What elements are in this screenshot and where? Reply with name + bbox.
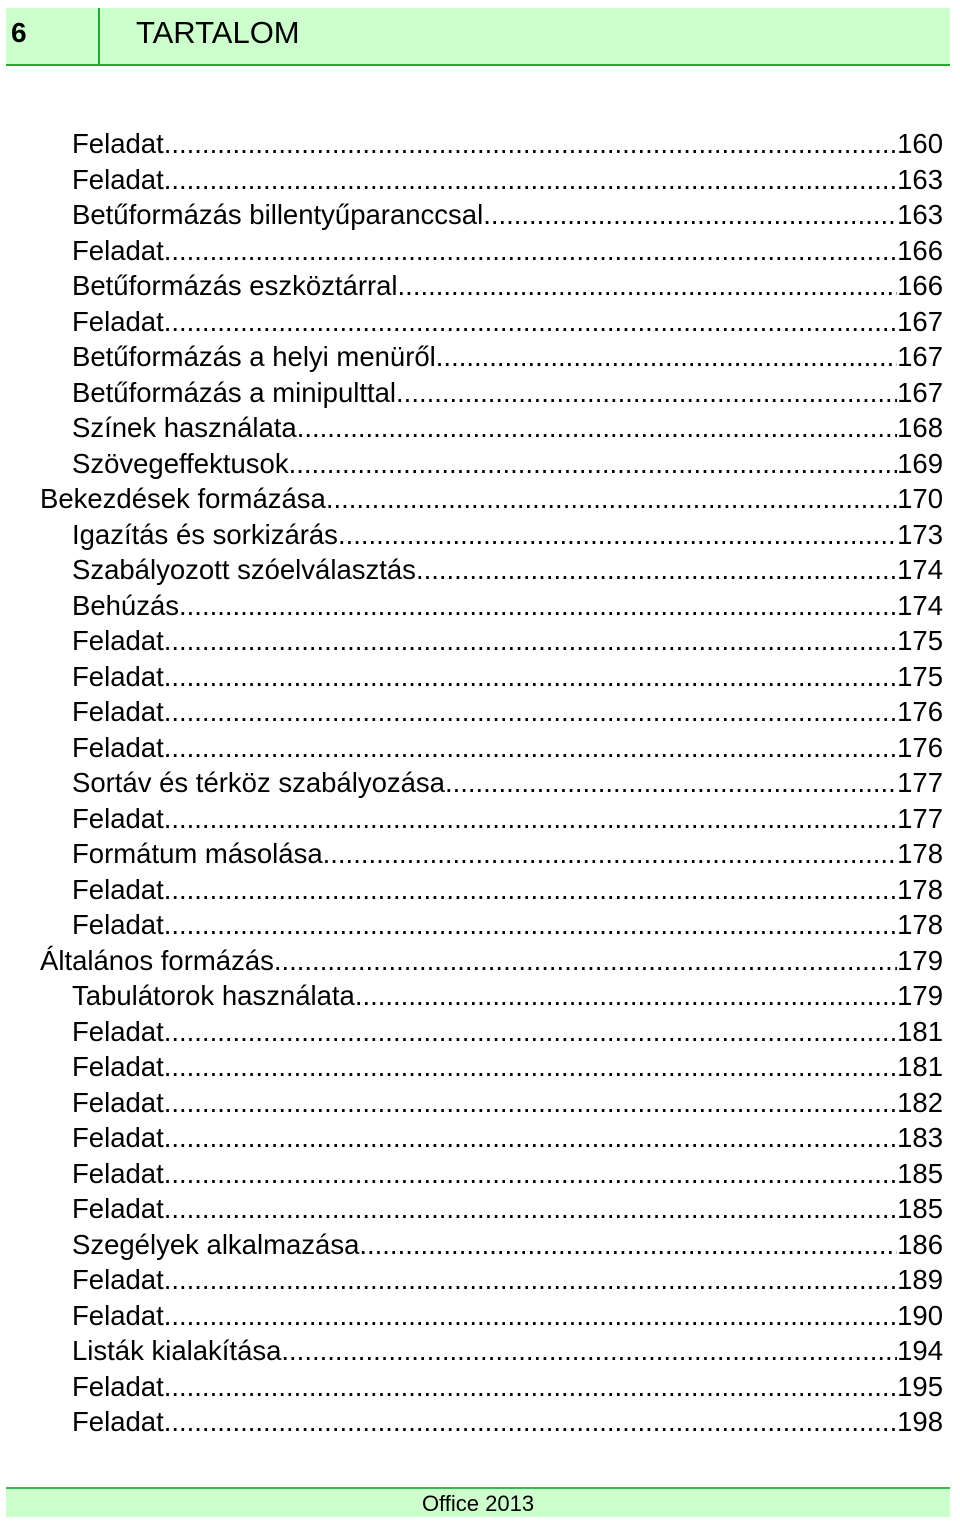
toc-entry-page: 167 xyxy=(897,376,943,408)
toc-dot-leader xyxy=(179,588,897,624)
toc-entry-page: 181 xyxy=(897,1051,943,1082)
toc-dot-leader xyxy=(164,801,897,837)
toc-entry-page: 175 xyxy=(897,660,943,692)
toc-entry[interactable] xyxy=(0,730,960,766)
toc-entry[interactable] xyxy=(0,552,960,588)
toc-entry[interactable] xyxy=(0,801,960,837)
toc-dot-leader xyxy=(274,943,897,979)
toc-entry-label: Listák kialakítása xyxy=(72,1335,282,1366)
toc-entry[interactable] xyxy=(0,446,960,482)
toc-entry-page: 198 xyxy=(897,1406,943,1437)
toc-dot-leader xyxy=(164,1085,897,1121)
toc-entry-page: 178 xyxy=(897,909,943,940)
toc-entry[interactable] xyxy=(0,1404,960,1440)
toc-entry[interactable] xyxy=(0,872,960,908)
toc-entry[interactable] xyxy=(0,1049,960,1085)
page-header xyxy=(6,8,950,66)
toc-entry[interactable] xyxy=(0,588,960,624)
toc-entry-label: Betűformázás a helyi menüről xyxy=(72,341,436,372)
toc-dot-leader xyxy=(164,872,897,908)
toc-entry-page: 195 xyxy=(897,1370,943,1402)
toc-entry-page: 176 xyxy=(897,696,943,727)
toc-dot-leader xyxy=(483,197,897,233)
toc-entry-page: 175 xyxy=(897,625,943,656)
toc-dot-leader xyxy=(323,836,897,872)
toc-dot-leader xyxy=(164,907,897,943)
toc-entry-label: Feladat xyxy=(72,1086,164,1118)
toc-entry[interactable] xyxy=(0,1156,960,1192)
toc-entry-page: 181 xyxy=(897,1015,943,1047)
toc-entry[interactable] xyxy=(0,233,960,269)
toc-dot-leader xyxy=(164,623,897,659)
toc-entry[interactable] xyxy=(0,268,960,304)
toc-entry[interactable] xyxy=(0,1369,960,1405)
toc-entry-label: Feladat xyxy=(72,731,164,763)
toc-entry[interactable] xyxy=(0,481,960,517)
toc-dot-leader xyxy=(416,552,897,588)
toc-dot-leader xyxy=(164,1049,897,1085)
toc-dot-leader xyxy=(164,694,897,730)
toc-entry-label: Feladat xyxy=(72,1193,164,1224)
toc-entry[interactable] xyxy=(0,907,960,943)
toc-entry-page: 194 xyxy=(897,1335,943,1366)
toc-dot-leader xyxy=(164,126,897,162)
page-number: 6 xyxy=(6,8,100,64)
toc-entry[interactable] xyxy=(0,943,960,979)
toc-entry-label: Feladat xyxy=(72,660,164,692)
toc-entry-page: 163 xyxy=(897,163,943,195)
toc-entry-label: Feladat xyxy=(72,1406,164,1437)
toc-entry-label: Behúzás xyxy=(72,589,180,621)
toc-entry-label: Tabulátorok használata xyxy=(72,980,355,1011)
table-of-contents xyxy=(0,126,960,1440)
toc-entry-label: Feladat xyxy=(72,1157,164,1189)
toc-entry-label: Feladat xyxy=(72,873,164,905)
toc-entry-page: 160 xyxy=(897,128,943,159)
toc-entry[interactable] xyxy=(0,339,960,375)
toc-entry-label: Feladat xyxy=(72,305,164,337)
toc-entry-page: 185 xyxy=(897,1157,943,1189)
toc-dot-leader xyxy=(164,1156,897,1192)
toc-entry[interactable] xyxy=(0,765,960,801)
toc-entry[interactable] xyxy=(0,659,960,695)
toc-entry[interactable] xyxy=(0,126,960,162)
toc-entry-page: 166 xyxy=(897,270,943,301)
toc-entry-page: 177 xyxy=(897,802,943,834)
toc-dot-leader xyxy=(164,1191,897,1227)
toc-entry-page: 167 xyxy=(897,341,943,372)
toc-entry[interactable] xyxy=(0,694,960,730)
toc-entry-page: 174 xyxy=(897,589,943,621)
toc-entry-page: 186 xyxy=(897,1228,943,1260)
toc-entry-label: Feladat xyxy=(72,1299,164,1331)
toc-entry-label: Feladat xyxy=(72,1122,164,1153)
toc-entry[interactable] xyxy=(0,1014,960,1050)
toc-entry-page: 169 xyxy=(897,447,943,479)
toc-entry-page: 174 xyxy=(897,554,943,585)
toc-dot-leader xyxy=(326,481,897,517)
toc-dot-leader xyxy=(164,233,897,269)
toc-entry-label: Betűformázás a minipulttal xyxy=(72,376,397,408)
toc-entry[interactable] xyxy=(0,623,960,659)
toc-entry[interactable] xyxy=(0,1085,960,1121)
toc-entry-page: 190 xyxy=(897,1299,943,1331)
toc-entry-page: 166 xyxy=(897,234,943,266)
toc-dot-leader xyxy=(338,517,897,553)
toc-dot-leader xyxy=(445,765,897,801)
toc-dot-leader xyxy=(164,1262,897,1298)
toc-entry-label: Formátum másolása xyxy=(72,838,323,869)
toc-entry-label: Szegélyek alkalmazása xyxy=(72,1228,360,1260)
toc-entry-label: Feladat xyxy=(72,696,164,727)
toc-entry[interactable] xyxy=(0,517,960,553)
toc-entry-label: Feladat xyxy=(72,234,164,266)
page-title: TARTALOM xyxy=(136,15,300,50)
toc-entry-label: Igazítás és sorkizárás xyxy=(72,518,338,550)
toc-entry[interactable] xyxy=(0,1298,960,1334)
toc-entry-label: Szövegeffektusok xyxy=(72,447,289,479)
toc-entry-label: Feladat xyxy=(72,802,164,834)
toc-entry-page: 177 xyxy=(897,767,943,798)
toc-entry-label: Színek használata xyxy=(72,412,297,443)
toc-entry-label: Feladat xyxy=(72,1264,164,1295)
toc-entry-page: 183 xyxy=(897,1122,943,1153)
toc-entry[interactable] xyxy=(0,978,960,1014)
toc-entry-label: Szabályozott szóelválasztás xyxy=(72,554,416,585)
toc-dot-leader xyxy=(164,1369,897,1405)
toc-dot-leader xyxy=(297,410,897,446)
toc-entry-label: Bekezdések formázása xyxy=(40,483,326,514)
toc-entry-page: 168 xyxy=(897,412,943,443)
toc-dot-leader xyxy=(355,978,897,1014)
toc-entry-page: 176 xyxy=(897,731,943,763)
toc-entry-label: Feladat xyxy=(72,1370,164,1402)
toc-entry-label: Sortáv és térköz szabályozása xyxy=(72,767,445,798)
toc-entry-page: 173 xyxy=(897,518,943,550)
toc-entry[interactable] xyxy=(0,1227,960,1263)
toc-entry[interactable] xyxy=(0,410,960,446)
toc-entry-label: Feladat xyxy=(72,909,164,940)
toc-entry-label: Általános formázás xyxy=(40,944,274,976)
toc-entry[interactable] xyxy=(0,1120,960,1156)
toc-dot-leader xyxy=(359,1227,897,1263)
toc-dot-leader xyxy=(164,304,897,340)
toc-entry-label: Feladat xyxy=(72,163,164,195)
toc-entry[interactable] xyxy=(0,375,960,411)
toc-entry[interactable] xyxy=(0,162,960,198)
page-footer: Office 2013 xyxy=(6,1487,950,1517)
toc-entry-page: 179 xyxy=(897,980,943,1011)
toc-entry-page: 167 xyxy=(897,305,943,337)
toc-entry[interactable] xyxy=(0,197,960,233)
toc-entry-page: 170 xyxy=(897,483,943,514)
toc-dot-leader xyxy=(164,730,897,766)
toc-entry[interactable] xyxy=(0,304,960,340)
toc-dot-leader xyxy=(164,1298,897,1334)
toc-entry-label: Feladat xyxy=(72,128,164,159)
toc-entry-page: 189 xyxy=(897,1264,943,1295)
toc-entry-page: 163 xyxy=(897,199,943,230)
toc-dot-leader xyxy=(164,162,897,198)
toc-dot-leader xyxy=(164,659,897,695)
toc-entry[interactable] xyxy=(0,1262,960,1298)
toc-entry-page: 178 xyxy=(897,873,943,905)
toc-entry-page: 179 xyxy=(897,944,943,976)
toc-entry-label: Feladat xyxy=(72,1015,164,1047)
toc-entry-label: Betűformázás eszköztárral xyxy=(72,270,398,301)
toc-entry-page: 182 xyxy=(897,1086,943,1118)
toc-dot-leader xyxy=(164,1014,897,1050)
toc-dot-leader xyxy=(289,446,898,482)
toc-dot-leader xyxy=(398,268,898,304)
toc-dot-leader xyxy=(164,1404,897,1440)
toc-entry[interactable] xyxy=(0,1333,960,1369)
toc-entry[interactable] xyxy=(0,836,960,872)
toc-entry-page: 185 xyxy=(897,1193,943,1224)
toc-dot-leader xyxy=(164,1120,897,1156)
toc-dot-leader xyxy=(396,375,897,411)
toc-entry-label: Betűformázás billentyűparanccsal xyxy=(72,199,484,230)
toc-dot-leader xyxy=(436,339,897,375)
toc-entry-page: 178 xyxy=(897,838,943,869)
toc-dot-leader xyxy=(281,1333,897,1369)
toc-entry-label: Feladat xyxy=(72,1051,164,1082)
toc-entry-label: Feladat xyxy=(72,625,164,656)
toc-entry[interactable] xyxy=(0,1191,960,1227)
